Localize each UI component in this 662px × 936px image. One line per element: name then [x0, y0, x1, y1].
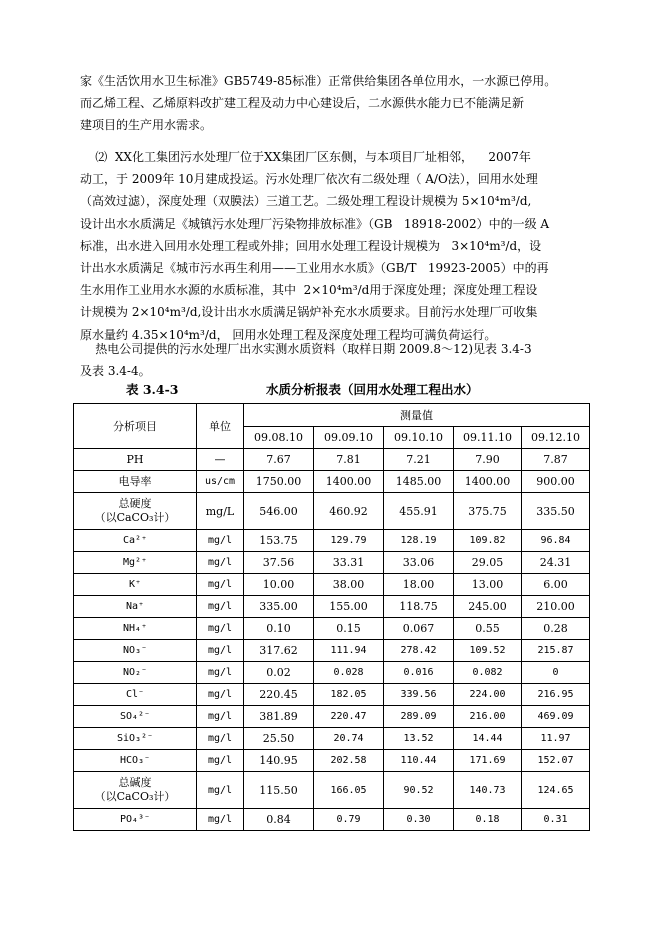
cell-value: 375.75 [454, 493, 522, 530]
cell-value: 33.06 [384, 552, 454, 574]
cell-value: 152.07 [522, 750, 590, 772]
cell-value: 124.65 [522, 772, 590, 809]
cell-value: 0.55 [454, 618, 522, 640]
cell-value: 1485.00 [384, 471, 454, 493]
cell-value: 25.50 [244, 728, 314, 750]
text-line: 设计出水水质满足《城镇污水处理厂污染物排放标准》（GB 18918-2002）中的一级 A [80, 216, 550, 231]
cell-value: 0.028 [314, 662, 384, 684]
water-quality-table [73, 403, 590, 831]
cell-value: 11.97 [522, 728, 590, 750]
cell-value: 0.30 [384, 809, 454, 831]
cell-value: 1400.00 [314, 471, 384, 493]
header-date: 09.11.10 [454, 427, 522, 449]
header-item: 分析项目 [74, 404, 197, 449]
cell-unit: mg/l [197, 640, 244, 662]
table-row [74, 706, 590, 728]
cell-unit: mg/l [197, 574, 244, 596]
cell-value: 153.75 [244, 530, 314, 552]
text-line: 而乙烯工程、乙烯原料改扩建工程及动力中心建设后，二水源供水能力已不能满足新 [80, 96, 525, 111]
cell-item: HCO₃⁻ [74, 750, 197, 772]
text-line: ⑵ XX化工集团污水处理厂位于XX集团厂区东侧，与本项目厂址相邻， 2007年 [80, 150, 531, 164]
cell-value: 90.52 [384, 772, 454, 809]
cell-item: PH [74, 449, 197, 471]
header-date: 09.10.10 [384, 427, 454, 449]
cell-value: 1400.00 [454, 471, 522, 493]
cell-value: 1750.00 [244, 471, 314, 493]
cell-unit: mg/l [197, 772, 244, 809]
cell-value: 140.73 [454, 772, 522, 809]
cell-value: 24.31 [522, 552, 590, 574]
cell-value: 220.47 [314, 706, 384, 728]
header-measured: 测量值 [244, 404, 590, 427]
text-line: 标准，出水进入回用水处理工程或外排；回用水处理工程设计规模为 3×10⁴m³/d，设 [80, 238, 542, 253]
cell-item-line: （以CaCO₃计） [94, 790, 176, 803]
cell-value: 109.82 [454, 530, 522, 552]
cell-value: 10.00 [244, 574, 314, 596]
cell-item: Cl⁻ [74, 684, 197, 706]
table-row [74, 596, 590, 618]
cell-unit: mg/l [197, 618, 244, 640]
cell-value: 216.95 [522, 684, 590, 706]
cell-item: Mg²⁺ [74, 552, 197, 574]
table-row [74, 728, 590, 750]
cell-unit: mg/l [197, 809, 244, 831]
cell-value: 140.95 [244, 750, 314, 772]
cell-value: 7.87 [522, 449, 590, 471]
table-number: 表 3.4-3 [126, 382, 179, 397]
cell-unit: mg/l [197, 552, 244, 574]
cell-value: 0.10 [244, 618, 314, 640]
cell-value: 96.84 [522, 530, 590, 552]
cell-unit: mg/l [197, 596, 244, 618]
cell-item: 电导率 [74, 471, 197, 493]
paragraph-wastewater-plant [80, 146, 590, 346]
header-date: 09.09.10 [314, 427, 384, 449]
cell-item: Na⁺ [74, 596, 197, 618]
cell-value: 33.31 [314, 552, 384, 574]
text-line: 家《生活饮用水卫生标准》GB5749-85标准）正常供给集团各单位用水，一水源已停用。 [80, 74, 557, 88]
table-row [74, 493, 590, 530]
table-row [74, 640, 590, 662]
cell-unit: mg/l [197, 662, 244, 684]
cell-unit: mg/L [197, 493, 244, 530]
cell-value: 210.00 [522, 596, 590, 618]
cell-value: 7.81 [314, 449, 384, 471]
cell-value: 0 [522, 662, 590, 684]
cell-value: 14.44 [454, 728, 522, 750]
cell-value: 155.00 [314, 596, 384, 618]
cell-value: 381.89 [244, 706, 314, 728]
table-row [74, 809, 590, 831]
cell-unit: mg/l [197, 530, 244, 552]
text-line: 动工，于 2009年 10月建成投运。污水处理厂依次有二级处理（ A/O法），回用水处理 [80, 172, 538, 187]
header-unit: 单位 [197, 404, 244, 449]
table-row [74, 471, 590, 493]
cell-value: 13.00 [454, 574, 522, 596]
cell-item: Ca²⁺ [74, 530, 197, 552]
cell-value: 20.74 [314, 728, 384, 750]
cell-item-line: （以CaCO₃计） [94, 511, 176, 524]
cell-value: 37.56 [244, 552, 314, 574]
cell-value: 0.31 [522, 809, 590, 831]
cell-value: 109.52 [454, 640, 522, 662]
cell-value: 0.02 [244, 662, 314, 684]
cell-item: K⁺ [74, 574, 197, 596]
cell-item [74, 493, 197, 530]
header-date: 09.12.10 [522, 427, 590, 449]
cell-value: 7.67 [244, 449, 314, 471]
table-row [74, 750, 590, 772]
cell-value: 171.69 [454, 750, 522, 772]
cell-value: 182.05 [314, 684, 384, 706]
cell-value: 0.28 [522, 618, 590, 640]
cell-value: 0.082 [454, 662, 522, 684]
cell-value: 38.00 [314, 574, 384, 596]
cell-value: 128.19 [384, 530, 454, 552]
cell-value: 460.92 [314, 493, 384, 530]
cell-value: 0.79 [314, 809, 384, 831]
cell-unit: mg/l [197, 728, 244, 750]
cell-value: 546.00 [244, 493, 314, 530]
cell-item-line: 总碱度 [118, 776, 152, 789]
cell-value: 216.00 [454, 706, 522, 728]
cell-value: 335.00 [244, 596, 314, 618]
cell-value: 0.18 [454, 809, 522, 831]
cell-value: 455.91 [384, 493, 454, 530]
cell-unit: mg/l [197, 684, 244, 706]
cell-value: 0.067 [384, 618, 454, 640]
text-line: 计规模为 2×10⁴m³/d,设计出水水质满足锅炉补充水水质要求。目前污水处理厂可收集 [80, 305, 538, 320]
cell-item-line: 总硬度 [118, 497, 152, 510]
cell-value: 278.42 [384, 640, 454, 662]
table-row [74, 684, 590, 706]
cell-value: 224.00 [454, 684, 522, 706]
text-line: 生水用作工业用水水源的水质标准，其中 2×10⁴m³/d用于深度处理；深度处理工程设 [80, 283, 538, 298]
cell-value: 13.52 [384, 728, 454, 750]
cell-value: 469.09 [522, 706, 590, 728]
cell-value: 115.50 [244, 772, 314, 809]
cell-item [74, 772, 197, 809]
cell-value: 110.44 [384, 750, 454, 772]
text-line: 原水量约 4.35×10⁴m³/d， 回用水处理工程及深度处理工程均可满负荷运行。 [80, 327, 497, 342]
cell-item: PO₄³⁻ [74, 809, 197, 831]
cell-value: 289.09 [384, 706, 454, 728]
header-date: 09.08.10 [244, 427, 314, 449]
text-line: 热电公司提供的污水处理厂出水实测水质资料（取样日期 2009.8～12)见表 3.4-3 [80, 342, 532, 356]
table-row [74, 530, 590, 552]
table-row [74, 772, 590, 809]
cell-value: 7.90 [454, 449, 522, 471]
text-line: 及表 3.4-4。 [80, 364, 151, 379]
cell-value: 245.00 [454, 596, 522, 618]
cell-value: 7.21 [384, 449, 454, 471]
table-row [74, 449, 590, 471]
cell-value: 111.94 [314, 640, 384, 662]
table-row [74, 662, 590, 684]
cell-value: 215.87 [522, 640, 590, 662]
cell-value: 18.00 [384, 574, 454, 596]
cell-value: 317.62 [244, 640, 314, 662]
cell-value: 0.15 [314, 618, 384, 640]
cell-value: 129.79 [314, 530, 384, 552]
text-line: 建项目的生产用水需求。 [80, 118, 213, 133]
paragraph-water-source [80, 70, 590, 137]
cell-item: NH₄⁺ [74, 618, 197, 640]
cell-value: 0.84 [244, 809, 314, 831]
cell-item: SiO₃²⁻ [74, 728, 197, 750]
cell-value: 202.58 [314, 750, 384, 772]
cell-value: 900.00 [522, 471, 590, 493]
cell-value: 6.00 [522, 574, 590, 596]
cell-item: NO₂⁻ [74, 662, 197, 684]
cell-value: 0.016 [384, 662, 454, 684]
cell-unit: mg/l [197, 750, 244, 772]
table-title: 水质分析报表（回用水处理工程出水） [266, 382, 479, 397]
cell-value: 29.05 [454, 552, 522, 574]
cell-value: 166.05 [314, 772, 384, 809]
cell-unit: — [197, 449, 244, 471]
cell-value: 220.45 [244, 684, 314, 706]
cell-unit: us/cm [197, 471, 244, 493]
table-row [74, 552, 590, 574]
cell-value: 118.75 [384, 596, 454, 618]
paragraph-data-source [80, 338, 590, 382]
cell-value: 339.56 [384, 684, 454, 706]
table-row [74, 574, 590, 596]
cell-item: NO₃⁻ [74, 640, 197, 662]
cell-item: SO₄²⁻ [74, 706, 197, 728]
cell-value: 335.50 [522, 493, 590, 530]
text-line: 计出水水质满足《城市污水再生利用——工业用水水质》（GB/T 19923-2005）中的再 [80, 261, 549, 276]
text-line: （高效过滤），深度处理（双膜法）三道工艺。二级处理工程设计规模为 5×10⁴m³/d, [80, 194, 532, 209]
table-row [74, 618, 590, 640]
cell-unit: mg/l [197, 706, 244, 728]
